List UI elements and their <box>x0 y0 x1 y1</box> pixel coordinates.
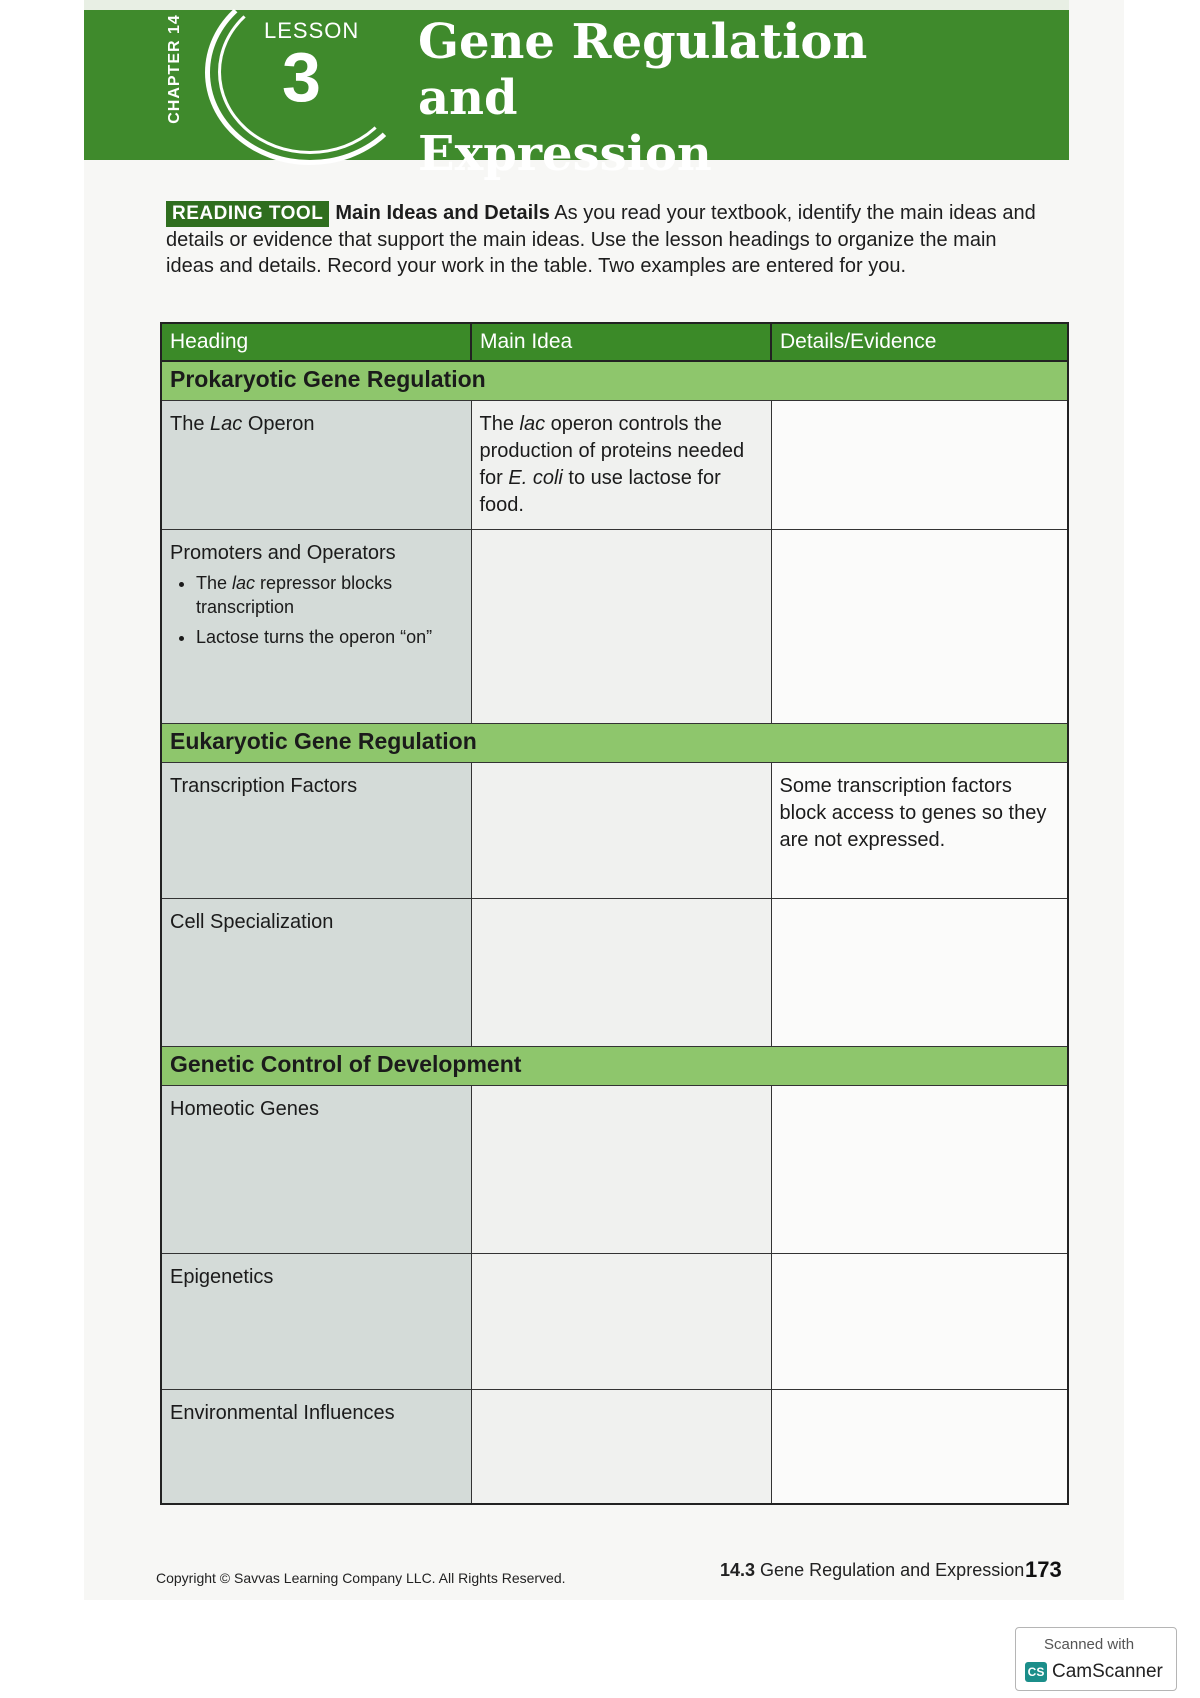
table-row <box>161 899 1068 1047</box>
heading-cell: Transcription Factors <box>161 763 471 899</box>
header-top-strip <box>84 0 1069 10</box>
section-row-prokaryotic <box>161 361 1068 401</box>
lesson-number: 3 <box>282 38 321 116</box>
section-row-development <box>161 1047 1068 1086</box>
details-cell[interactable] <box>771 401 1068 530</box>
bullet-item: • The lac repressor blocks transcription <box>196 571 463 619</box>
section-title: Eukaryotic Gene Regulation <box>161 724 1068 763</box>
column-header-details: Details/Evidence <box>771 323 1068 361</box>
section-title-footer: Gene Regulation and Expression <box>755 1560 1025 1580</box>
title-line-1: Gene Regulation and <box>418 14 868 126</box>
watermark-line-1: Scanned with <box>1044 1636 1135 1653</box>
main-idea-cell[interactable] <box>471 763 771 899</box>
chapter-tab <box>160 0 190 150</box>
main-idea-cell[interactable] <box>471 1390 771 1504</box>
reading-tool-badge: READING TOOL <box>166 201 329 227</box>
lesson-label: LESSON <box>264 18 360 43</box>
details-cell[interactable] <box>771 1254 1068 1390</box>
camscanner-watermark <box>1015 1627 1177 1691</box>
table-row <box>161 1086 1068 1254</box>
heading-cell: Promoters and Operators • The lac repressor blocks transcription • Lactose turns the operon “on” <box>161 530 471 724</box>
table-row <box>161 530 1068 724</box>
bullet-list <box>170 571 463 649</box>
table-row <box>161 1254 1068 1390</box>
section-row-eukaryotic <box>161 724 1068 763</box>
chapter-label: CHAPTER 14 <box>165 14 183 124</box>
details-cell[interactable] <box>771 530 1068 724</box>
details-cell[interactable] <box>771 1086 1068 1254</box>
heading-cell: Homeotic Genes <box>161 1086 471 1254</box>
details-cell[interactable]: Some transcription factors block access to genes so they are not expressed. <box>771 763 1068 899</box>
section-title: Prokaryotic Gene Regulation <box>161 361 1068 401</box>
table-header-row <box>161 323 1068 361</box>
table-row <box>161 1390 1068 1504</box>
details-cell[interactable] <box>771 899 1068 1047</box>
details-cell[interactable] <box>771 1390 1068 1504</box>
table-row <box>161 401 1068 530</box>
heading-cell: Cell Specialization <box>161 899 471 1047</box>
heading-cell: The Lac Operon <box>161 401 471 530</box>
reading-tool-instructions <box>166 200 1046 279</box>
running-footer <box>720 1560 1024 1581</box>
main-idea-cell[interactable]: The lac operon controls the production of proteins needed for E. coli to use lactose for food. <box>471 401 771 530</box>
main-idea-cell[interactable] <box>471 1086 771 1254</box>
column-header-main-idea: Main Idea <box>471 323 771 361</box>
main-idea-cell[interactable] <box>471 899 771 1047</box>
page-title <box>418 14 978 182</box>
section-number: 14.3 <box>720 1560 756 1580</box>
heading-cell: Epigenetics <box>161 1254 471 1390</box>
watermark-line-2: CamScanner <box>1052 1661 1163 1682</box>
bullet-item: • Lactose turns the operon “on” <box>196 625 463 649</box>
main-ideas-table <box>160 322 1069 1505</box>
main-idea-cell[interactable] <box>471 1254 771 1390</box>
reading-tool-text: As you read your textbook, identify the main ideas and details or evidence that support the main ideas. Use the lesson headings to organize the main ideas and details. Record your work in the table. Two examples are entered for you. <box>166 202 1036 277</box>
copyright-notice: Copyright © Savvas Learning Company LLC. All Rights Reserved. <box>156 1570 566 1586</box>
heading-cell: Environmental Influences <box>161 1390 471 1504</box>
column-header-heading: Heading <box>161 323 471 361</box>
reading-tool-lead: Main Ideas and Details <box>335 202 550 224</box>
table-row <box>161 763 1068 899</box>
page-number: 173 <box>1025 1557 1062 1582</box>
section-title: Genetic Control of Development <box>161 1047 1068 1086</box>
main-idea-cell[interactable] <box>471 530 771 724</box>
title-line-2: Expression <box>418 126 712 182</box>
camscanner-logo-icon: CS <box>1025 1662 1047 1682</box>
